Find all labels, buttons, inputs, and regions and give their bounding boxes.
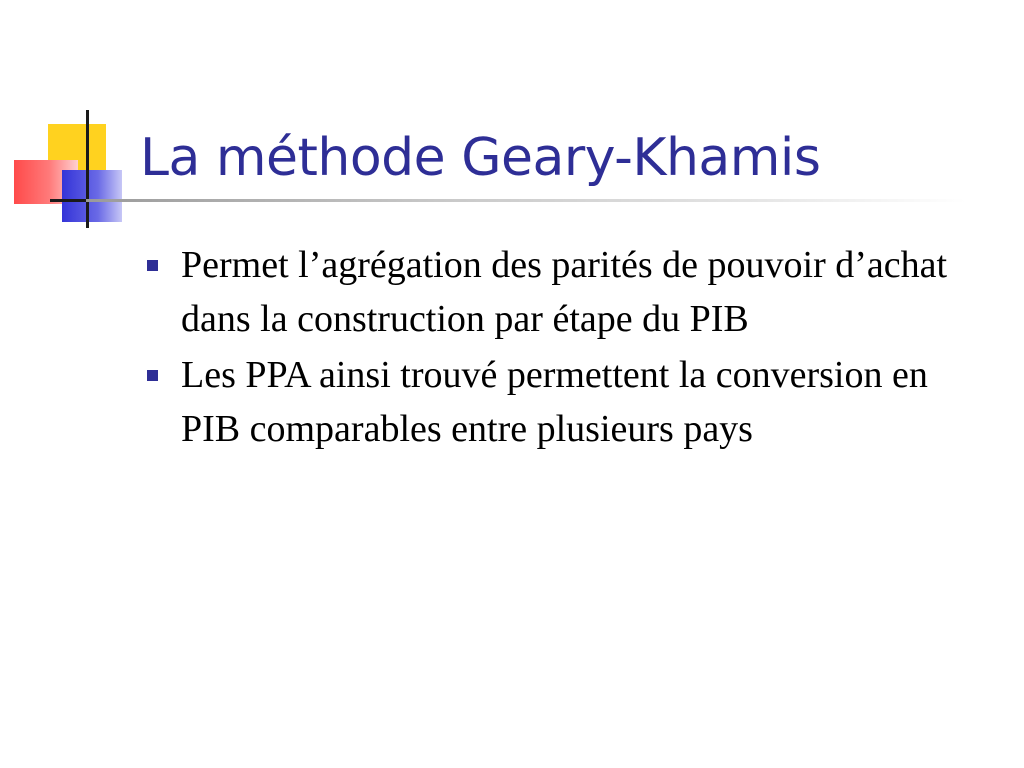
logo-vertical-line bbox=[86, 110, 89, 228]
title-underline bbox=[86, 199, 966, 202]
bullet-list bbox=[140, 238, 980, 458]
slide-title: La méthode Geary-Khamis bbox=[140, 128, 821, 188]
bullet-item bbox=[140, 348, 980, 456]
bullet-item bbox=[140, 238, 980, 346]
blue-square bbox=[62, 170, 122, 222]
decorative-squares-logo bbox=[0, 0, 160, 240]
square-bullet-icon bbox=[147, 370, 158, 381]
bullet-text: Permet l’agrégation des parités de pouvoir d’achat dans la construction par étape du PIB bbox=[181, 244, 948, 340]
bullet-text: Les PPA ainsi trouvé permettent la conversion en PIB comparables entre plusieurs pays bbox=[181, 354, 928, 450]
square-bullet-icon bbox=[147, 260, 158, 271]
